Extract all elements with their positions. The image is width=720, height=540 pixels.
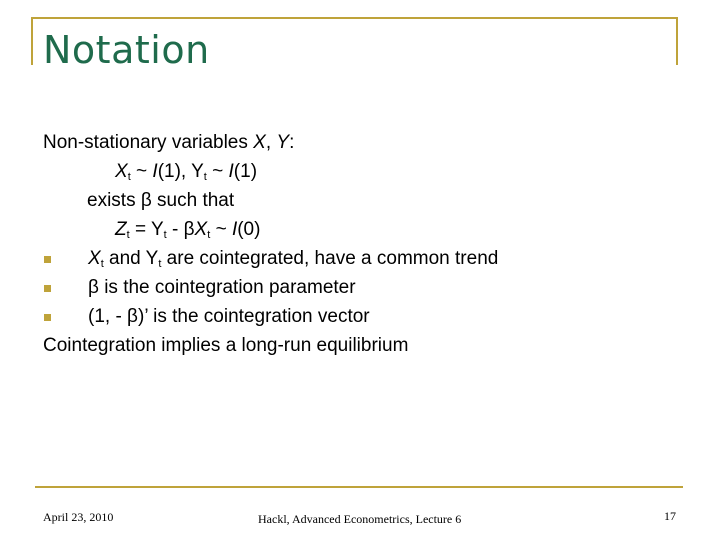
bullet-item-3: (1, - β)’ is the cointegration vector bbox=[43, 302, 683, 331]
slide-title: Notation bbox=[43, 28, 210, 72]
title-frame-left bbox=[31, 17, 33, 65]
bullet-square-icon bbox=[44, 256, 51, 263]
footer-date: April 23, 2010 bbox=[43, 510, 114, 524]
bullet-item-2: β is the cointegration parameter bbox=[43, 273, 683, 302]
page-number: 17 bbox=[664, 509, 676, 523]
text-line-3: exists β such that bbox=[87, 190, 235, 211]
text-line-2: $X_t$ ~ I(1), $Y_t$ ~ I(1) bbox=[115, 161, 258, 183]
bullet-square-icon bbox=[44, 285, 51, 292]
text-line-8: Cointegration implies a long-run equilibrium bbox=[43, 335, 409, 356]
footer-divider bbox=[35, 486, 683, 488]
bullet-square-icon bbox=[44, 314, 51, 321]
text-line-1: Non-stationary variables X, Y: bbox=[43, 132, 295, 153]
slide-body bbox=[43, 128, 683, 360]
bullet-item-1: $X_t$ and $Y_t$ are cointegrated, have a common trend bbox=[43, 244, 683, 273]
text-line-4: $Z_t = Y_t - \beta X_t$ ~ I(0) bbox=[115, 219, 261, 241]
footer-center-text: Hackl, Advanced Econometrics, Lecture 6 bbox=[258, 512, 462, 526]
title-frame-right bbox=[676, 17, 678, 65]
title-frame-top bbox=[31, 17, 678, 19]
